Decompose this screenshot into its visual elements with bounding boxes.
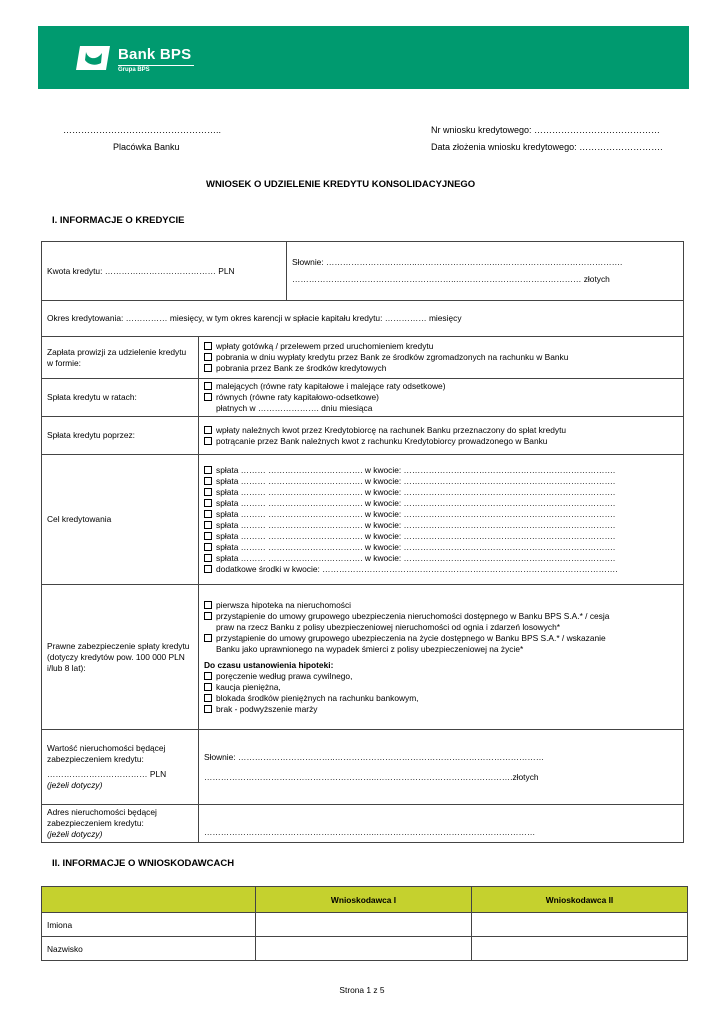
row-label-surname: Nazwisko <box>42 937 256 961</box>
document-title: WNIOSEK O UDZIELENIE KREDYTU KONSOLIDACYJNEGO <box>206 179 476 190</box>
credit-amount-cell[interactable] <box>42 242 287 301</box>
property-address-value-cell[interactable] <box>199 805 684 843</box>
row-label-first-names: Imiona <box>42 913 256 937</box>
checkbox[interactable] <box>204 672 212 680</box>
security-option-mortgage[interactable]: pierwsza hipoteka na nieruchomości <box>204 600 678 611</box>
security-label: Prawne zabezpieczenie spłaty kredytu (dotyczy kredytów pow. 100 000 PLN i/lub 8 lat): <box>42 585 199 730</box>
credit-info-table <box>41 241 684 843</box>
checkbox[interactable] <box>204 353 212 361</box>
checkbox[interactable] <box>204 499 212 507</box>
checkbox[interactable] <box>204 532 212 540</box>
section-1-heading: I. INFORMACJE O KREDYCIE <box>52 215 185 226</box>
bank-logo-icon <box>74 43 112 73</box>
checkbox[interactable] <box>204 426 212 434</box>
purpose-item[interactable]: spłata ……… ……………………………. w kwocie: …………………………………………………………………. <box>204 487 678 498</box>
checkbox[interactable] <box>204 393 212 401</box>
applicants-table <box>41 886 688 961</box>
applicant-2-surname[interactable] <box>472 937 688 961</box>
checkbox[interactable] <box>204 705 212 713</box>
security-option-life-insurance-cont: Banku jako uprawnionego na wypadek śmierci z polisy ubezpieczeniowej na życie* <box>216 643 524 654</box>
applicant-1-header: Wnioskodawca I <box>256 887 472 913</box>
table-row <box>42 913 688 937</box>
security-option-life-insurance[interactable]: przystąpienie do umowy grupowego ubezpieczenia na życie dostępnego w Banku BPS S.A.* / wskazanie <box>204 633 678 644</box>
credit-amount-words-cell[interactable] <box>287 242 684 301</box>
security-temp-deposit[interactable]: kaucja pieniężna, <box>204 682 678 693</box>
bank-group: Grupa BPS <box>118 67 150 73</box>
installments-option-equal[interactable]: równych (równe raty kapitałowo-odsetkowe) <box>204 392 678 403</box>
repayment-option-2[interactable]: potrącanie przez Bank należnych kwot z rachunku Kredytobiorcy prowadzonego w Banku <box>204 436 678 447</box>
purpose-list <box>199 455 684 585</box>
commission-option-3[interactable]: pobrania przez Bank ze środków kredytowych <box>204 363 678 374</box>
checkbox[interactable] <box>204 683 212 691</box>
application-number[interactable]: Nr wniosku kredytowego: …………………………………… <box>431 125 661 135</box>
checkbox[interactable] <box>204 488 212 496</box>
checkbox[interactable] <box>204 521 212 529</box>
installments-due-day[interactable]: płatnych w …………………. dniu miesiąca <box>216 403 373 413</box>
purpose-item[interactable]: spłata ……… ……………………………. w kwocie: …………………………………………………………………. <box>204 509 678 520</box>
checkbox[interactable] <box>204 342 212 350</box>
logo-divider <box>118 65 194 66</box>
bank-header-band <box>38 26 689 89</box>
application-date[interactable]: Data złożenia wniosku kredytowego: ………………………. <box>431 142 663 152</box>
repayment-label: Spłata kredytu poprzez: <box>42 417 199 455</box>
purpose-item[interactable]: spłata ……… ……………………………. w kwocie: …………………………………………………………………. <box>204 531 678 542</box>
security-option-property-insurance-cont: praw na rzecz Banku z polisy ubezpieczeniowej nieruchomości od ognia i zdarzeń losowych* <box>216 621 561 632</box>
checkbox[interactable] <box>204 382 212 390</box>
branch-label: Placówka Banku <box>113 142 180 152</box>
property-value-note: (jeżeli dotyczy) <box>47 780 103 790</box>
property-address-label: Adres nieruchomości będącej zabezpieczeniem kredytu: <box>47 807 157 828</box>
purpose-item[interactable]: spłata ……… ……………………………. w kwocie: …………………………………………………………………. <box>204 465 678 476</box>
checkbox[interactable] <box>204 543 212 551</box>
checkbox[interactable] <box>204 466 212 474</box>
commission-option-2[interactable]: pobrania w dniu wypłaty kredytu przez Bank ze środków zgromadzonych na rachunku w Banku <box>204 352 678 363</box>
purpose-label: Cel kredytowania <box>42 455 199 585</box>
property-value-amount[interactable]: ……………………………… PLN <box>47 769 167 779</box>
credit-period-cell[interactable] <box>42 301 684 337</box>
property-value-cell <box>42 730 199 805</box>
bank-name: Bank BPS <box>118 46 192 63</box>
checkbox[interactable] <box>204 364 212 372</box>
repayment-option-1[interactable]: wpłaty należnych kwot przez Kredytobiorcę na rachunek Banku przeznaczony do spłat kredytu <box>204 425 678 436</box>
branch-dots[interactable]: …………………………………………….. <box>63 125 222 135</box>
applicant-2-first-names[interactable] <box>472 913 688 937</box>
table-row <box>42 937 688 961</box>
security-temp-guarantee[interactable]: poręczenie według prawa cywilnego, <box>204 671 678 682</box>
checkbox[interactable] <box>204 565 212 573</box>
security-temp-blockade[interactable]: blokada środków pieniężnych na rachunku bankowym, <box>204 693 678 704</box>
property-value-words-cell[interactable] <box>199 730 684 805</box>
property-value-label: Wartość nieruchomości będącej zabezpieczeniem kredytu: <box>47 743 166 764</box>
amount-words-line-1[interactable]: Słownie: ……………………….…..……………………….………………………………………. <box>292 257 623 267</box>
purpose-item-additional[interactable]: dodatkowe środki w kwocie: ……………………………………………………………………………………………. <box>204 564 678 575</box>
checkbox[interactable] <box>204 634 212 642</box>
checkbox[interactable] <box>204 554 212 562</box>
property-address-cell <box>42 805 199 843</box>
checkbox[interactable] <box>204 694 212 702</box>
property-address-value[interactable]: ……………………………………………………..………………………………………………… <box>204 827 536 837</box>
purpose-item[interactable]: spłata ……… ……………………………. w kwocie: …………………………………………………………………. <box>204 553 678 564</box>
page-number: Strona 1 z 5 <box>339 985 385 995</box>
security-options <box>199 585 684 730</box>
security-temp-margin[interactable]: brak - podwyższenie marży <box>204 704 678 715</box>
applicants-corner <box>42 887 256 913</box>
commission-option-1[interactable]: wpłaty gotówką / przelewem przed uruchomieniem kredytu <box>204 341 678 352</box>
installments-option-decreasing[interactable]: malejących (równe raty kapitałowe i malejące raty odsetkowe) <box>204 381 678 392</box>
credit-period[interactable]: Okres kredytowania: …………… miesięcy, w tym okres karencji w spłacie kapitału kredytu: …………… miesięcy <box>47 313 462 323</box>
amount-words-line-2[interactable]: …………………………………………………..……………………………………… złotych <box>292 274 610 284</box>
commission-label: Zapłata prowizji za udzielenie kredytu w formie: <box>42 337 199 379</box>
security-temporary-heading: Do czasu ustanowienia hipoteki: <box>204 659 334 670</box>
installments-label: Spłata kredytu w ratach: <box>42 379 199 417</box>
purpose-item[interactable]: spłata ……… ……………………………. w kwocie: …………………………………………………………………. <box>204 498 678 509</box>
security-option-property-insurance[interactable]: przystąpienie do umowy grupowego ubezpieczenia nieruchomości dostępnego w Banku BPS S.A.* / cesja <box>204 611 678 622</box>
applicant-1-first-names[interactable] <box>256 913 472 937</box>
checkbox[interactable] <box>204 601 212 609</box>
purpose-item[interactable]: spłata ……… ……………………………. w kwocie: …………………………………………………………………. <box>204 520 678 531</box>
checkbox[interactable] <box>204 612 212 620</box>
checkbox[interactable] <box>204 437 212 445</box>
applicant-2-header: Wnioskodawca II <box>472 887 688 913</box>
purpose-item[interactable]: spłata ……… ……………………………. w kwocie: …………………………………………………………………. <box>204 476 678 487</box>
property-value-words-2[interactable]: ……………………………………………………..………………………………………….złotych <box>204 771 539 782</box>
purpose-item[interactable]: spłata ……… ……………………………. w kwocie: …………………………………………………………………. <box>204 542 678 553</box>
property-address-note: (jeżeli dotyczy) <box>47 829 103 839</box>
credit-amount[interactable]: Kwota kredytu: ………….……………………… PLN <box>47 265 235 276</box>
section-2-heading: II. INFORMACJE O WNIOSKODAWCACH <box>52 858 235 869</box>
checkbox[interactable] <box>204 477 212 485</box>
applicant-1-surname[interactable] <box>256 937 472 961</box>
property-value-words-1[interactable]: Słownie: ……………………………..………………………………………………………………… <box>204 751 545 762</box>
checkbox[interactable] <box>204 510 212 518</box>
